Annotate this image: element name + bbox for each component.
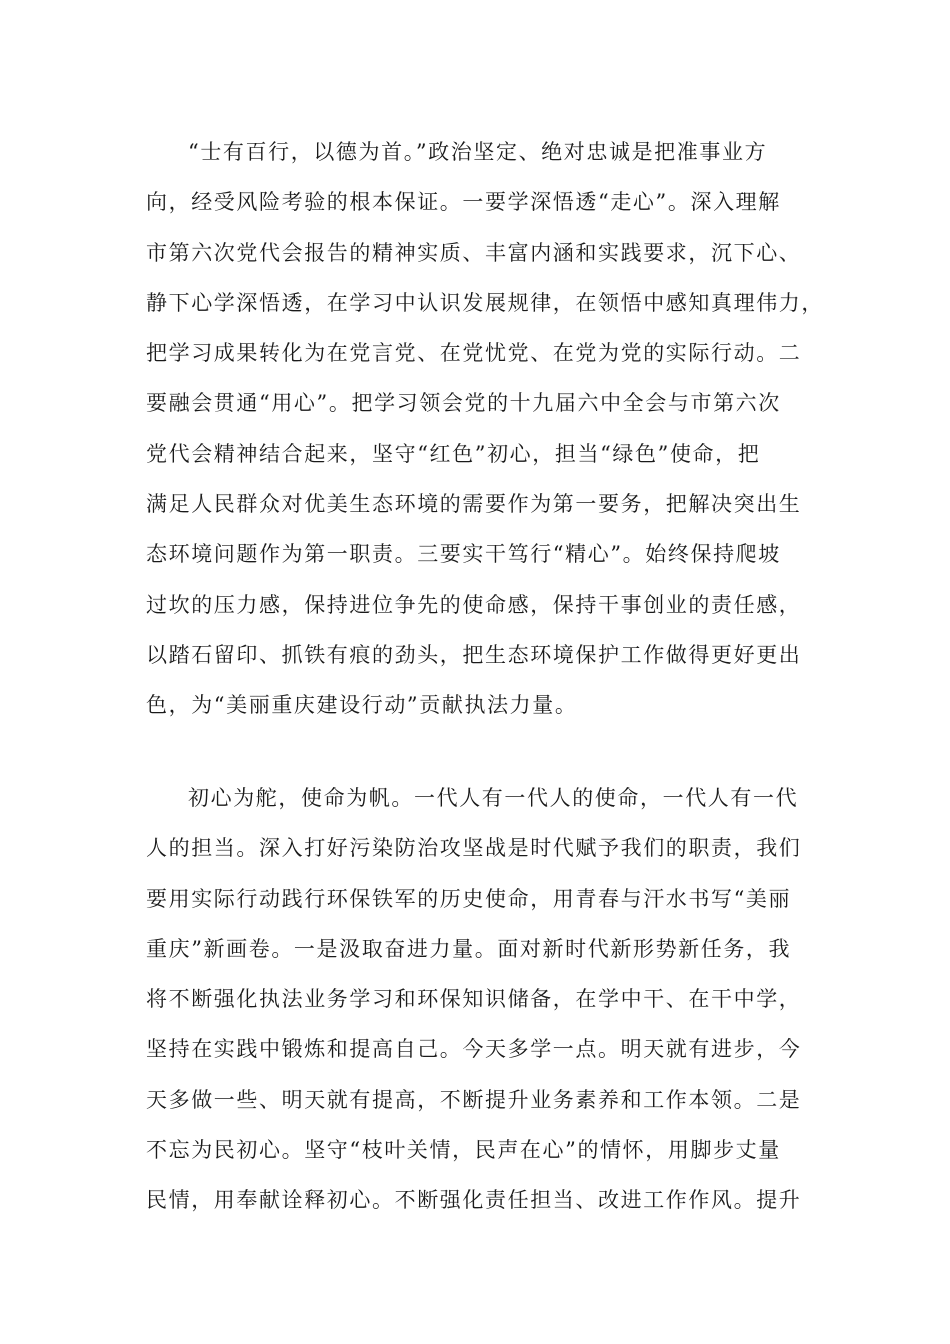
- paragraph-line: 以踏石留印、抓铁有痕的劲头，把生态环境保护工作做得更好更出: [146, 642, 802, 667]
- paragraph-line: 满足人民群众对优美生态环境的需要作为第一要务，把解决突出生: [146, 492, 802, 517]
- paragraph-line: 要融会贯通“用心”。把学习领会党的十九届六中全会与市第六次: [146, 391, 781, 416]
- paragraph-line: 重庆”新画卷。一是汲取奋进力量。面对新时代新形势新任务，我: [146, 936, 792, 961]
- paragraph-line: 人的担当。深入打好污染防治攻坚战是时代赋予我们的职责，我们: [146, 836, 802, 861]
- paragraph-line: 静下心学深悟透，在学习中认识发展规律，在领悟中感知真理伟力，: [146, 290, 824, 315]
- paragraph-1: [146, 127, 826, 731]
- paragraph-line: 不忘为民初心。坚守“枝叶关情，民声在心”的情怀，用脚步丈量: [146, 1138, 781, 1163]
- paragraph-line: 初心为舵，使命为帆。一代人有一代人的使命，一代人有一代: [188, 786, 799, 810]
- paragraph-2: [146, 773, 826, 1226]
- paragraph-line: 将不断强化执法业务学习和环保知识储备，在学中干、在干中学，: [146, 987, 802, 1012]
- paragraph-line: 市第六次党代会报告的精神实质、丰富内涵和实践要求，沉下心、: [146, 240, 802, 265]
- paragraph-line: 要用实际行动践行环保铁军的历史使命，用青春与汗水书写“美丽: [146, 886, 792, 911]
- paragraph-line: 把学习成果转化为在党言党、在党忧党、在党为党的实际行动。二: [146, 341, 802, 366]
- paragraph-line: 坚持在实践中锻炼和提高自己。今天多学一点。明天就有进步，今: [146, 1037, 802, 1062]
- paragraph-line: 态环境问题作为第一职责。三要实干笃行“精心”。始终保持爬坡: [146, 542, 781, 567]
- paragraph-line: “士有百行，以德为首。”政治坚定、绝对忠诚是把准事业方: [188, 140, 768, 164]
- paragraph-line: 过坎的压力感，保持进位争先的使命感，保持干事创业的责任感，: [146, 592, 802, 617]
- paragraph-line: 向，经受风险考验的根本保证。一要学深悟透“走心”。深入理解: [146, 190, 781, 215]
- paragraph-line: 天多做一些、明天就有提高，不断提升业务素养和工作本领。二是: [146, 1087, 802, 1112]
- paragraph-line: 党代会精神结合起来，坚守“红色”初心，担当“绿色”使命，把: [146, 441, 761, 466]
- paragraph-line: 色，为“美丽重庆建设行动”贡献执法力量。: [146, 693, 578, 718]
- paragraph-line: 民情，用奉献诠释初心。不断强化责任担当、改进工作作风。提升: [146, 1188, 802, 1213]
